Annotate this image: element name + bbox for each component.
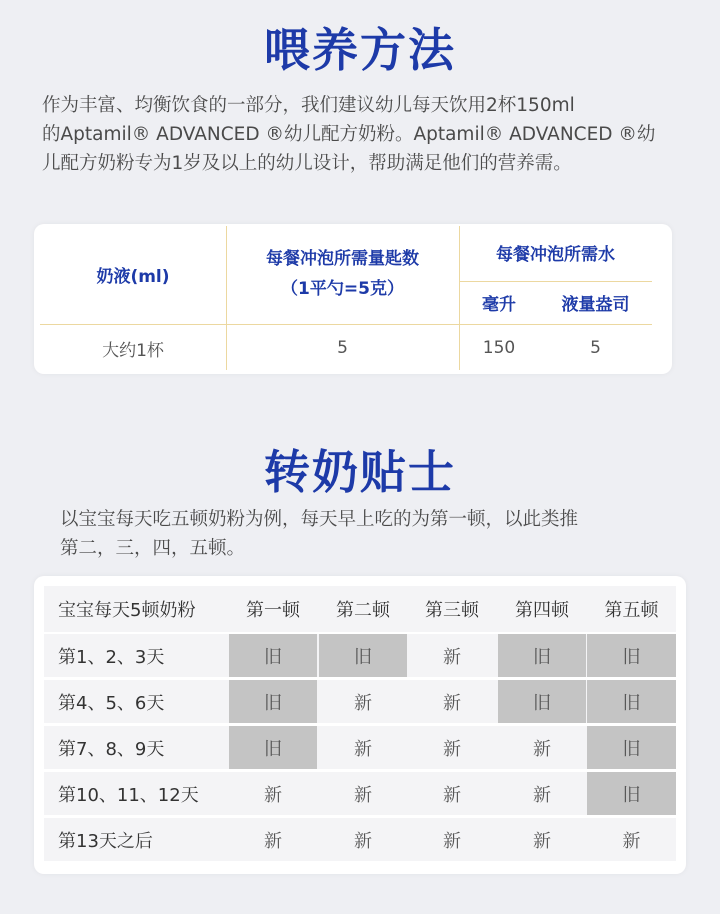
schedule-cell: 旧 (587, 680, 676, 723)
schedule-cell: 新 (533, 738, 551, 760)
feeding-table (34, 224, 672, 374)
value-ml: 150 (482, 338, 516, 358)
header-scoops-line1: 每餐冲泡所需量匙数 (266, 249, 419, 269)
feeding-intro-line: 儿配方奶粉专为1岁及以上的幼儿设计，帮助满足他们的营养需。 (42, 153, 572, 174)
schedule-cell: 新 (443, 738, 461, 760)
schedule-cell: 新 (264, 830, 282, 852)
header-cell: 第二顿 (336, 600, 390, 621)
value-scoops: 5 (337, 338, 348, 358)
header-scoops-line2: （1平勺=5克） (281, 279, 404, 299)
schedule-table (34, 576, 686, 874)
schedule-cell: 旧 (229, 634, 317, 677)
schedule-cell: 新 (264, 784, 282, 806)
schedule-cell: 新 (622, 830, 641, 852)
feeding-title: 喂养方法 (264, 23, 456, 77)
schedule-cell: 新 (354, 738, 372, 760)
schedule-cell: 新 (354, 784, 372, 806)
header-cell: 第三顿 (425, 600, 479, 621)
header-cell: 第四顿 (515, 600, 569, 621)
value-oz: 5 (590, 338, 601, 358)
header-cell: 宝宝每天5顿奶粉 (58, 600, 196, 621)
schedule-cell: 旧 (319, 634, 407, 677)
schedule-cell: 旧 (229, 680, 317, 723)
schedule-cell: 旧 (229, 726, 317, 769)
schedule-cell: 旧 (498, 634, 586, 677)
value-milk: 大约1杯 (102, 340, 164, 361)
schedule-cell: 新 (443, 784, 461, 806)
tips-intro-line: 以宝宝每天吃五顿奶粉为例，每天早上吃的为第一顿，以此类推 (60, 509, 579, 530)
tips-title: 转奶贴士 (264, 445, 456, 499)
schedule-cell: 新 (443, 646, 461, 668)
feeding-intro-line: 的Aptamil® ADVANCED ®幼儿配方奶粉。Aptamil® ADVANCED ®幼 (42, 124, 656, 145)
schedule-cell: 新 (354, 692, 372, 714)
header-cell: 第五顿 (604, 600, 659, 621)
header-ml: 毫升 (482, 295, 516, 315)
row-label: 第7、8、9天 (58, 738, 165, 760)
row-label: 第4、5、6天 (58, 692, 165, 714)
schedule-cell: 旧 (587, 772, 676, 815)
schedule-cell: 新 (443, 830, 461, 852)
header-water: 每餐冲泡所需水 (496, 245, 615, 265)
schedule-cell: 旧 (587, 634, 676, 677)
feeding-intro-line: 作为丰富、均衡饮食的一部分，我们建议幼儿每天饮用2杯150ml (42, 95, 575, 116)
header-milk: 奶液(ml) (96, 266, 170, 287)
row-label: 第10、11、12天 (58, 784, 199, 806)
schedule-cell: 新 (533, 830, 551, 852)
schedule-cell: 新 (354, 830, 372, 852)
tips-intro (60, 505, 690, 563)
tips-intro-line: 第二，三，四，五顿。 (60, 538, 246, 559)
schedule-cell: 新 (533, 784, 551, 806)
row-label: 第13天之后 (58, 830, 153, 852)
header-scoops (226, 224, 459, 324)
schedule-cell: 旧 (498, 680, 586, 723)
header-cell: 第一顿 (246, 600, 300, 621)
header-oz: 液量盎司 (561, 295, 630, 315)
schedule-cell: 旧 (587, 726, 676, 769)
feeding-intro (42, 91, 690, 178)
row-label: 第1、2、3天 (58, 646, 165, 668)
schedule-cell: 新 (443, 692, 461, 714)
